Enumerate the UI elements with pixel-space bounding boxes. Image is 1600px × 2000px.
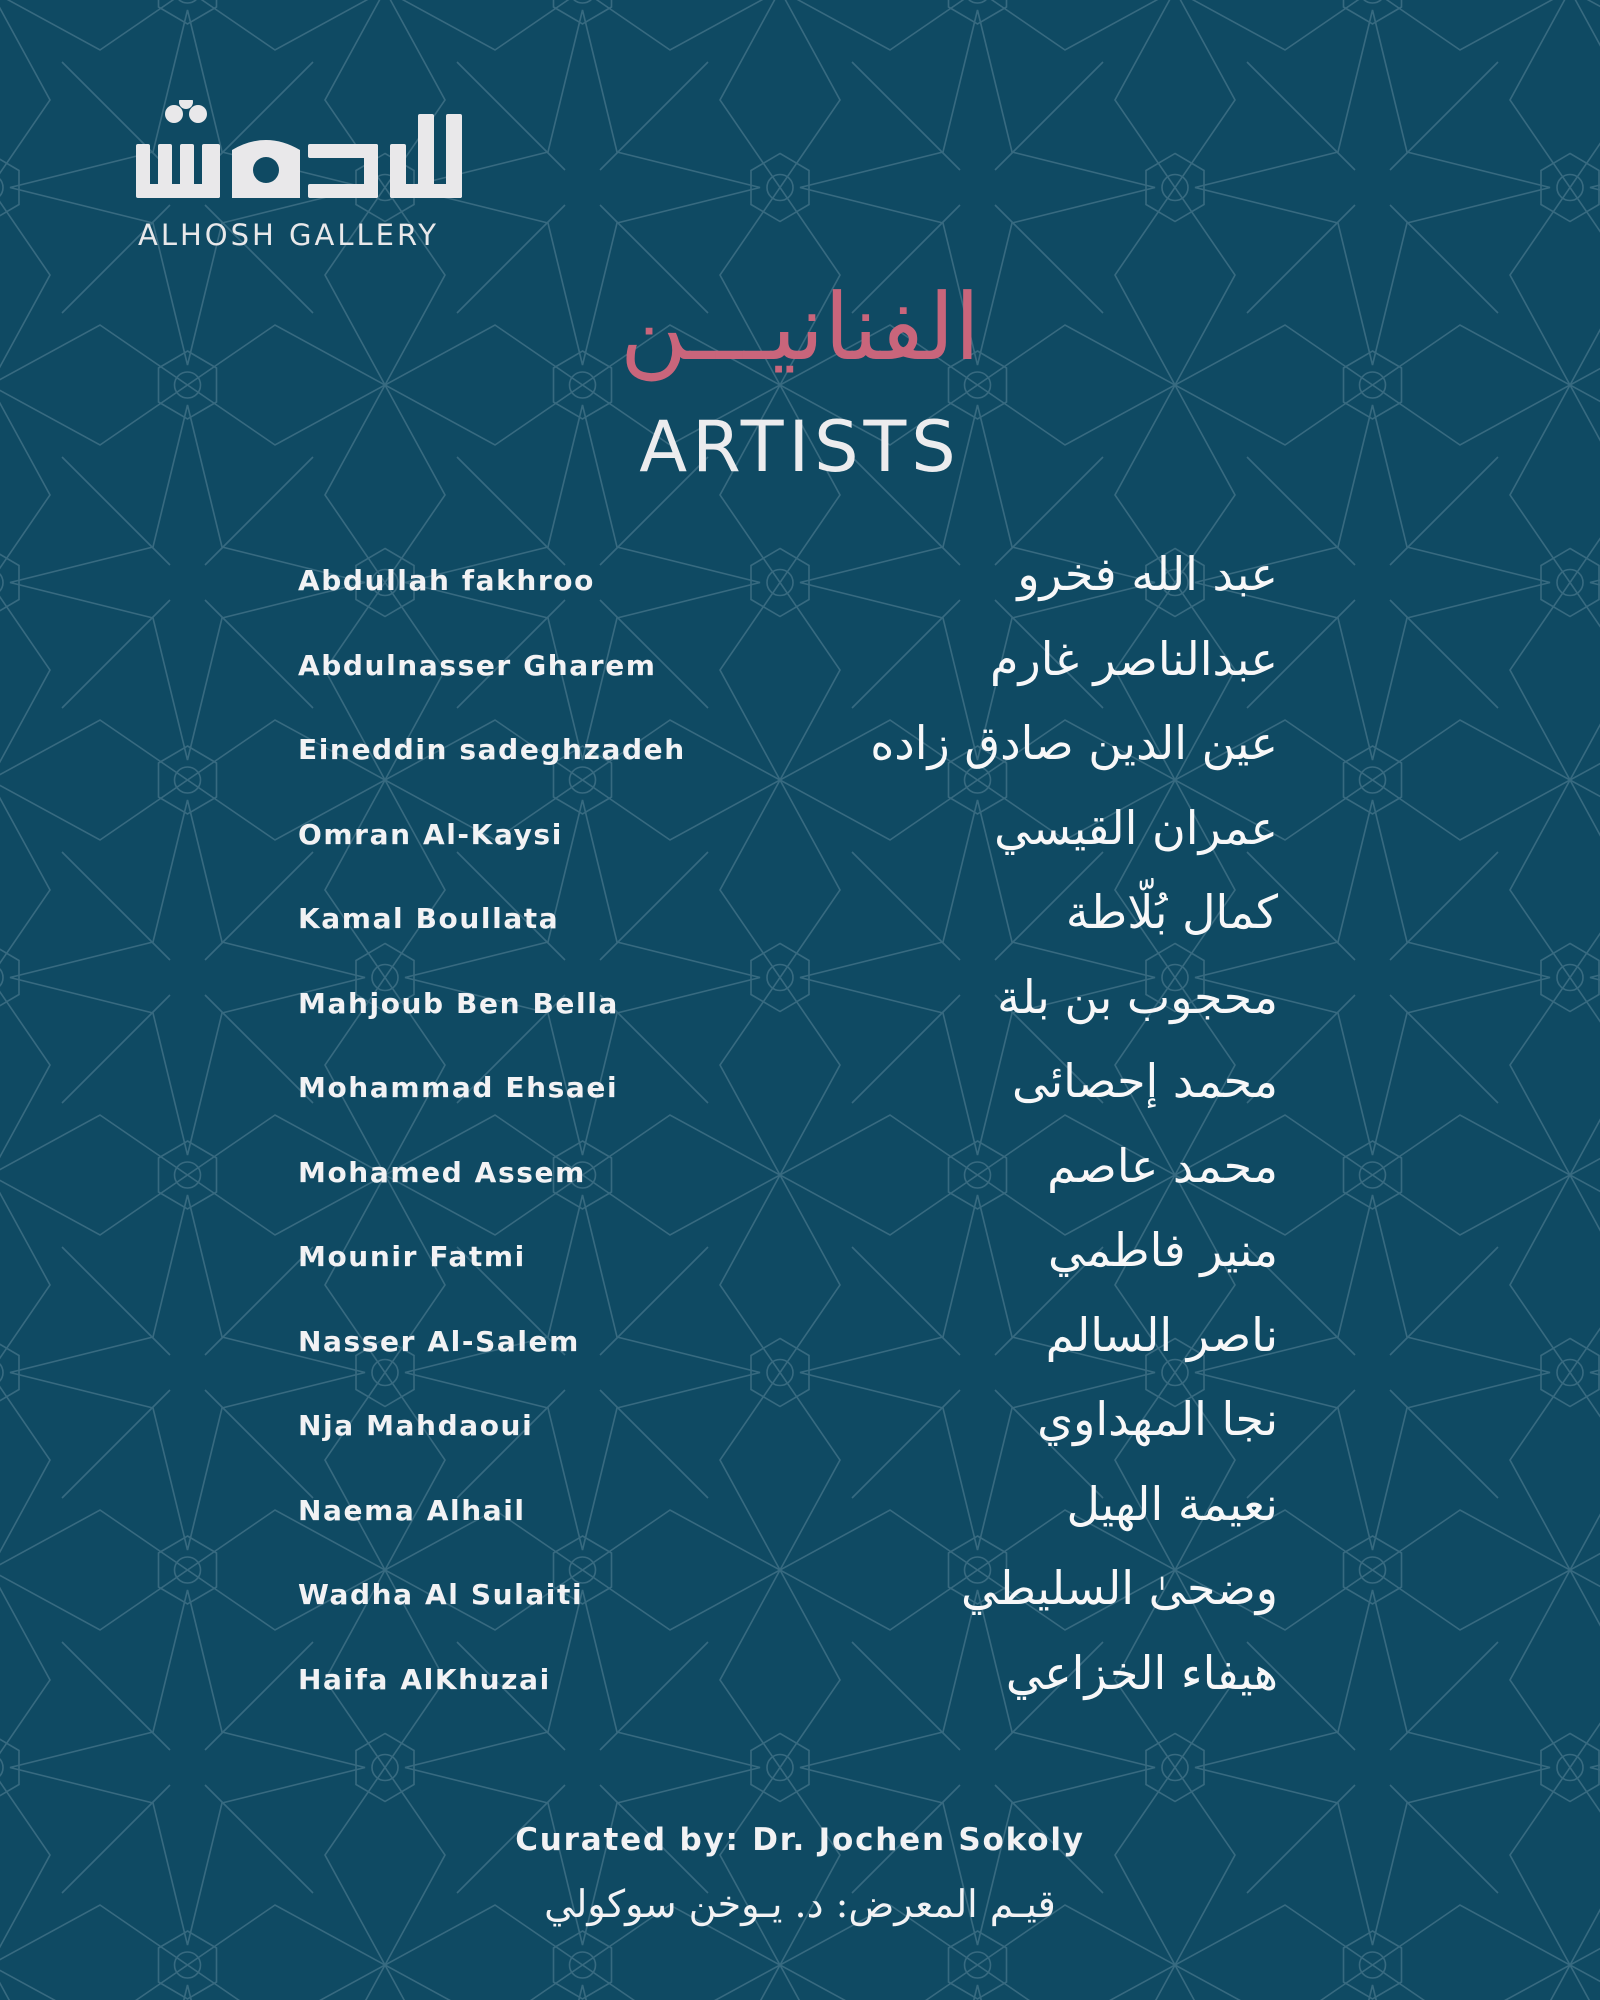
artist-name-english: Mohamed Assem <box>298 1155 586 1189</box>
artist-name-arabic: محمد عاصم <box>1047 1138 1278 1193</box>
curator-english: Curated by: Dr. Jochen Sokoly <box>515 1822 1085 1858</box>
artist-row <box>298 1224 1338 1309</box>
artist-row <box>298 548 1338 633</box>
artist-name-english: Abdullah fakhroo <box>298 564 595 597</box>
artist-row <box>298 802 1338 887</box>
artist-name-english: Kamal Boullata <box>298 902 560 935</box>
alhosh-logo-mark <box>136 100 480 210</box>
heading-arabic: الفنانيـــن <box>619 274 981 381</box>
artist-list <box>298 548 1338 1731</box>
artist-name-arabic: وضحىٰ السليطي <box>961 1561 1278 1615</box>
artist-row <box>298 633 1338 718</box>
artist-name-arabic: نجا المهداوي <box>1037 1392 1278 1446</box>
artist-name-english: Mahjoub Ben Bella <box>298 986 619 1020</box>
artist-name-arabic: عبدالناصر غارم <box>990 631 1278 686</box>
heading-english: ARTISTS <box>639 406 961 488</box>
artist-name-arabic: عمران القيسي <box>994 800 1278 855</box>
artist-name-english: Haifa AlKhuzai <box>298 1662 551 1696</box>
artist-name-english: Nja Mahdaoui <box>298 1409 534 1442</box>
artist-name-arabic: عبد الله فخرو <box>1017 547 1278 601</box>
artist-name-english: Mohammad Ehsaei <box>298 1071 619 1104</box>
artist-name-arabic: هيفاء الخزاعي <box>1005 1645 1278 1700</box>
artist-name-english: Wadha Al Sulaiti <box>298 1578 584 1611</box>
artist-row <box>298 1055 1338 1140</box>
artist-row <box>298 1562 1338 1647</box>
artist-name-arabic: عين الدين صادق زاده <box>870 716 1278 770</box>
artist-row <box>298 971 1338 1056</box>
artist-row <box>298 1393 1338 1478</box>
artist-name-english: Eineddin sadeghzadeh <box>298 733 686 766</box>
artist-name-english: Mounir Fatmi <box>298 1240 526 1273</box>
artist-name-arabic: محجوب بن بلة <box>997 969 1278 1024</box>
curator-arabic: قيـم المعرض: د. يـوخن سوكولي <box>544 1882 1056 1926</box>
artist-name-english: Nasser Al-Salem <box>298 1324 580 1358</box>
artist-name-arabic: محمد إحصائى <box>1012 1054 1278 1108</box>
artist-row <box>298 1647 1338 1732</box>
artist-name-arabic: نعيمة الهيل <box>1066 1476 1278 1531</box>
artist-row <box>298 1478 1338 1563</box>
artist-row <box>298 1140 1338 1225</box>
artist-row <box>298 886 1338 971</box>
gallery-name: ALHOSH GALLERY <box>138 218 440 252</box>
artist-name-arabic: منير فاطمي <box>1048 1223 1278 1277</box>
artist-name-english: Omran Al-Kaysi <box>298 817 563 851</box>
artist-name-arabic: ناصر السالم <box>1045 1307 1278 1362</box>
artist-row <box>298 1309 1338 1394</box>
artist-name-english: Abdulnasser Gharem <box>298 648 657 682</box>
artist-name-arabic: كمال بُلّاطة <box>1065 885 1278 939</box>
artist-name-english: Naema Alhail <box>298 1493 526 1527</box>
artist-row <box>298 717 1338 802</box>
